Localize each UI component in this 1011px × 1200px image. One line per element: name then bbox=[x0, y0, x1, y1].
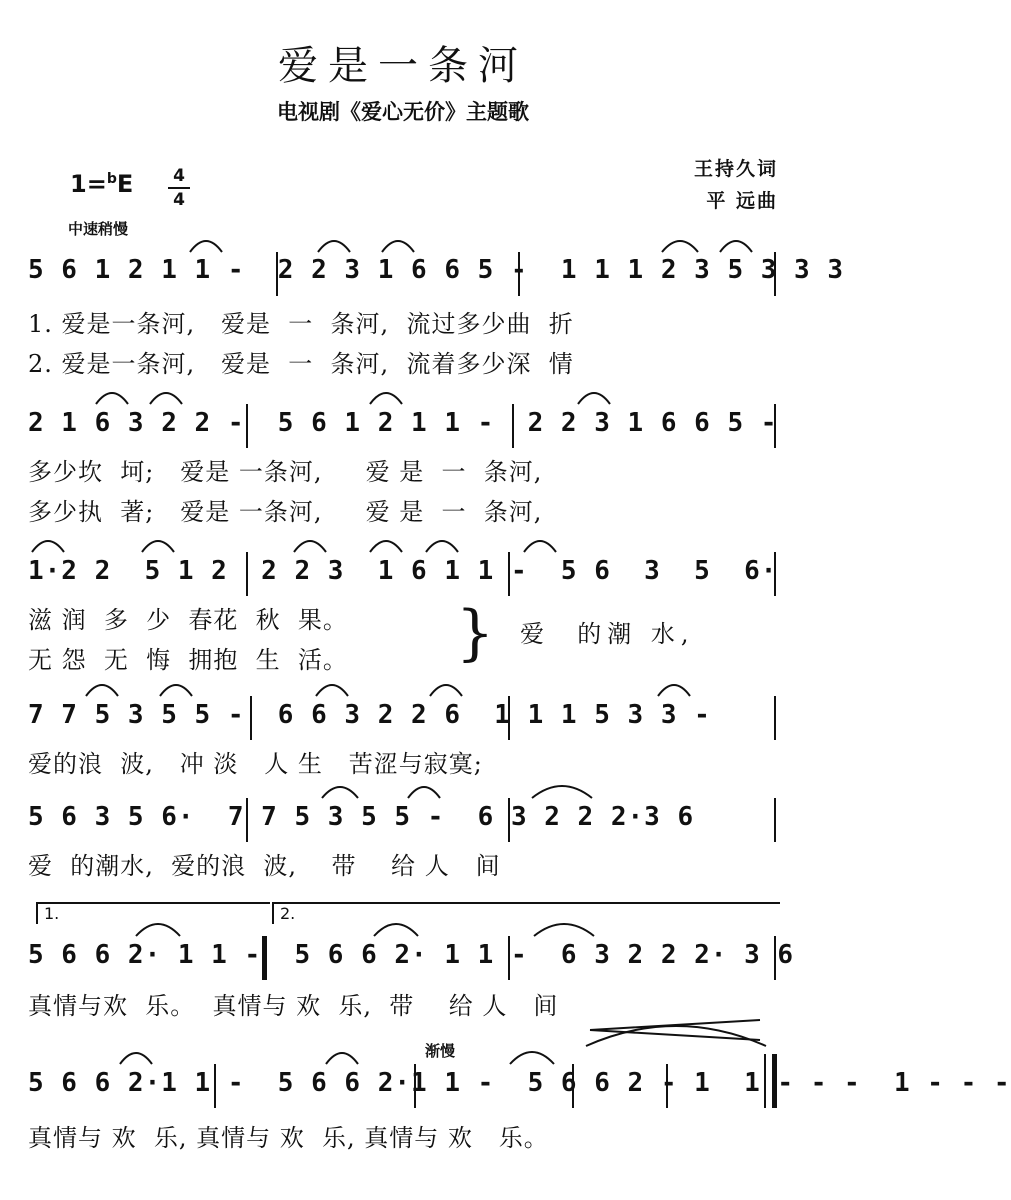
barline bbox=[246, 798, 248, 842]
notation-row: 5 6 6 2· 1 1 - 5 6 6 2· 1 1 - 6 3 2 2 2· 3 6 bbox=[28, 940, 795, 970]
second-ending: 2. bbox=[272, 902, 780, 924]
lyric-line: 真情与 欢 乐, 真情与 欢 乐, 真情与 欢 乐。 bbox=[28, 1124, 549, 1152]
notation-row: 5 6 6 2·1 1 - 5 6 6 2·1 1 - 5 6 6 2 - 1 1 - - - 1 - - - bbox=[28, 1068, 1011, 1098]
notation-row: 7 7 5 3 5 5 - 6 6 3 2 2 6 1 1 1 5 3 3 - bbox=[28, 700, 711, 730]
barline bbox=[512, 404, 514, 448]
notation-row: 5 6 3 5 6· 7 7 5 3 5 5 - 6 3 2 2 2·3 6 bbox=[28, 802, 695, 832]
shared-lyric: 爱 的潮 水, bbox=[520, 620, 695, 648]
meter-bottom: 4 bbox=[173, 190, 185, 210]
tempo-marking: 中速稍慢 bbox=[68, 220, 129, 238]
slur bbox=[142, 541, 174, 552]
first-ending: 1. bbox=[36, 902, 270, 924]
slur bbox=[578, 393, 610, 404]
notation-row: 2 1 6 3 2 2 - 5 6 1 2 1 1 - 2 2 3 1 6 6 5 - bbox=[28, 408, 778, 438]
slur bbox=[426, 541, 458, 552]
slur bbox=[374, 924, 418, 936]
lyric-line: 爱 的潮水, 爱的浪 波, 带 给 人 间 bbox=[28, 852, 501, 880]
slur bbox=[430, 685, 462, 696]
slur bbox=[510, 1052, 554, 1064]
composer-credit: 平 远曲 bbox=[706, 190, 778, 212]
key-note: E bbox=[116, 170, 134, 198]
lyric-line: 爱的浪 波, 冲 淡 人 生 苦涩与寂寞; bbox=[28, 750, 483, 778]
barline bbox=[276, 252, 278, 296]
slur bbox=[524, 541, 556, 552]
meter-top: 4 bbox=[173, 166, 185, 186]
barline bbox=[774, 252, 776, 296]
slur bbox=[534, 924, 594, 936]
slur bbox=[190, 241, 222, 252]
lyric-line: 无 怨 无 悔 拥抱 生 活。 bbox=[28, 646, 348, 674]
slur bbox=[150, 393, 182, 404]
slur bbox=[136, 924, 180, 936]
lyric-line: 2. 爱是一条河, 爱是 一 条河, 流着多少深 情 bbox=[28, 350, 574, 378]
slur bbox=[720, 241, 752, 252]
slur bbox=[160, 685, 192, 696]
notation-row: 1·2 2 5 1 2 2 2 3 1 6 1 1 - 5 6 3 5 6· bbox=[28, 556, 778, 586]
barline bbox=[250, 696, 252, 740]
song-subtitle: 电视剧《爱心无价》主题歌 bbox=[277, 100, 529, 124]
lyric-line: 多少坎 坷; 爱是 一条河, 爱 是 一 条河, bbox=[28, 458, 543, 486]
slur bbox=[120, 1053, 152, 1064]
slur bbox=[318, 241, 350, 252]
slur bbox=[370, 393, 402, 404]
lyric-line: 多少执 著; 爱是 一条河, 爱 是 一 条河, bbox=[28, 498, 543, 526]
tie bbox=[586, 1026, 766, 1046]
slur bbox=[382, 241, 414, 252]
slur bbox=[32, 541, 64, 552]
barline bbox=[246, 552, 248, 596]
barline bbox=[774, 798, 776, 842]
barline bbox=[666, 1064, 668, 1108]
slur bbox=[96, 393, 128, 404]
barline bbox=[246, 404, 248, 448]
lyric-line: 滋 润 多 少 春花 秋 果。 bbox=[28, 606, 348, 634]
slur bbox=[326, 1053, 358, 1064]
slur bbox=[662, 241, 698, 252]
flat-sign: b bbox=[106, 171, 117, 187]
tempo-change-marking: 渐慢 bbox=[425, 1042, 456, 1060]
repeat-barline bbox=[262, 936, 267, 980]
slur bbox=[658, 685, 690, 696]
barline bbox=[774, 696, 776, 740]
slur bbox=[408, 787, 440, 798]
lyric-line: 1. 爱是一条河, 爱是 一 条河, 流过多少曲 折 bbox=[28, 310, 574, 338]
decrescendo-hairpin bbox=[590, 1020, 760, 1040]
notation-row: 5 6 1 2 1 1 - 2 2 3 1 6 6 5 - 1 1 1 2 3 5 3 3 3 bbox=[28, 255, 845, 285]
barline bbox=[214, 1064, 216, 1108]
barline bbox=[518, 252, 520, 296]
barline bbox=[774, 552, 776, 596]
barline bbox=[414, 1064, 416, 1108]
key-signature bbox=[70, 170, 133, 198]
final-barline bbox=[764, 1054, 777, 1108]
barline bbox=[508, 552, 510, 596]
time-signature bbox=[168, 166, 190, 210]
lyricist-credit: 王持久词 bbox=[693, 158, 778, 180]
slur bbox=[532, 786, 592, 798]
song-title: 爱是一条河 bbox=[278, 43, 528, 89]
barline bbox=[572, 1064, 574, 1108]
barline bbox=[774, 404, 776, 448]
barline bbox=[508, 798, 510, 842]
slur bbox=[294, 541, 326, 552]
slur bbox=[316, 685, 348, 696]
verse-brace: } bbox=[456, 598, 495, 668]
barline bbox=[508, 696, 510, 740]
slur bbox=[322, 787, 358, 798]
slur bbox=[86, 685, 118, 696]
key-prefix: 1= bbox=[70, 170, 107, 198]
barline bbox=[508, 936, 510, 980]
barline bbox=[774, 936, 776, 980]
lyric-line: 真情与欢 乐。 真情与 欢 乐, 带 给 人 间 bbox=[28, 992, 559, 1020]
slur bbox=[370, 541, 402, 552]
